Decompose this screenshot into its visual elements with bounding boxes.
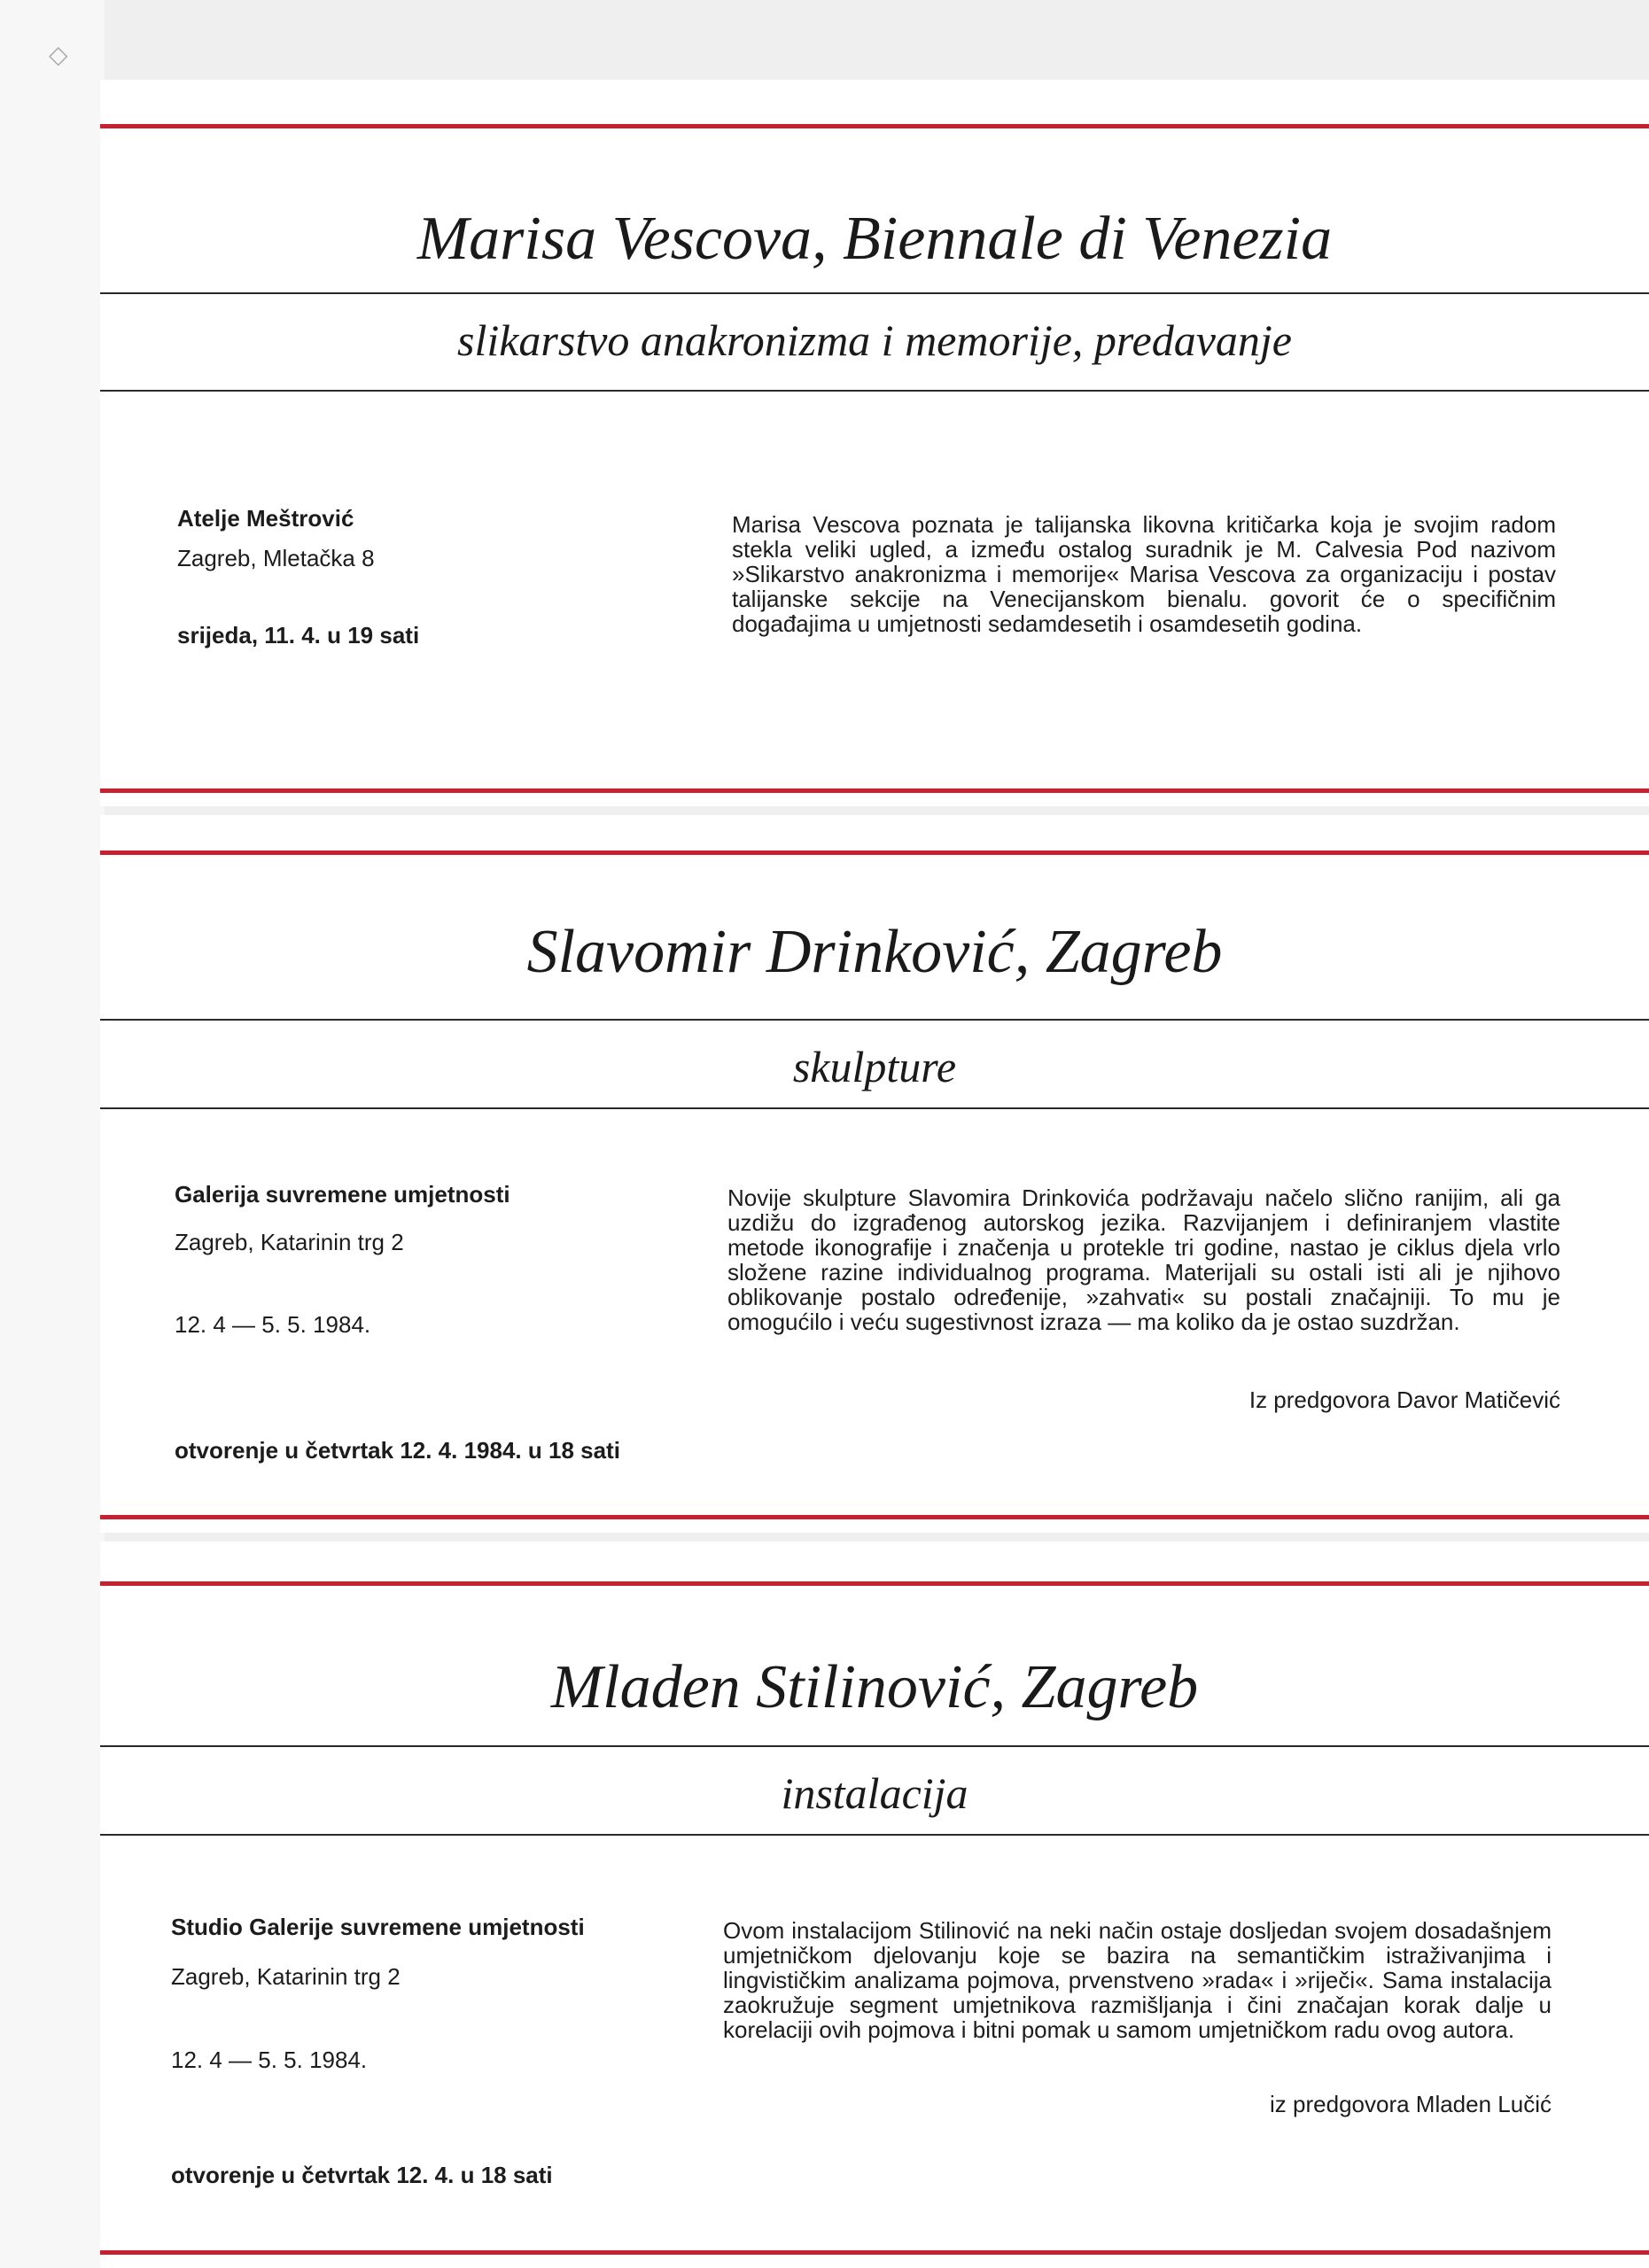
event-title: Mladen Stilinović, Zagreb	[550, 1653, 1199, 1721]
paper-edge	[0, 0, 105, 2268]
venue-name: Atelje Meštrović	[177, 505, 354, 532]
title-divider	[100, 292, 1649, 294]
announcement-card-1	[100, 80, 1649, 806]
red-rule-top	[100, 124, 1649, 128]
venue-name: Galerija suvremene umjetnosti	[175, 1181, 510, 1208]
venue-address: Zagreb, Katarinin trg 2	[171, 1963, 401, 1990]
event-title: Marisa Vescova, Biennale di Venezia	[416, 205, 1333, 273]
red-rule-bottom	[100, 2250, 1649, 2255]
red-rule-bottom	[100, 1515, 1649, 1519]
exhibition-dates: 12. 4 — 5. 5. 1984.	[171, 2047, 368, 2073]
event-subtitle: slikarstvo anakronizma i memorije, predavanje	[457, 315, 1292, 365]
preface-credit: iz predgovora Mladen Lučić	[1270, 2091, 1552, 2117]
title-divider	[100, 1019, 1649, 1021]
venue-name: Studio Galerije suvremene umjetnosti	[171, 1914, 585, 1940]
announcement-card-3	[100, 1542, 1649, 2268]
venue-address: Zagreb, Katarinin trg 2	[175, 1229, 404, 1255]
title-divider	[100, 1745, 1649, 1747]
red-rule-top	[100, 850, 1649, 855]
event-description: Marisa Vescova poznata je talijanska likovna kritičarka koja je svojim radom stekla veliki ugled, a između ostalog suradnik je M. Calvesia Pod nazivom »Slikarstvo anakronizma i memorije« Marisa Vescova za organizaciju i postav talijanske sekcije na Venecijanskom bienalu. govorit će o specifičnim događajima u umjetnosti sedamdesetih i osamdesetih godina.	[732, 511, 1556, 637]
subtitle-divider	[100, 390, 1649, 392]
event-subtitle: skulpture	[792, 1042, 957, 1091]
opening-note: otvorenje u četvrtak 12. 4. u 18 sati	[171, 2162, 553, 2188]
event-description: Ovom instalacijom Stilinović na neki način ostaje dosljedan svojem dosadašnjem umjetničkom djelovanju koje se bazira na semantičkim istraživanjima i lingvističkim analizama pojmova, prvenstveno »rada« i »riječi«. Sama instalacija zaokružuje segment umjetnikova razmišljanja i čini značajan korak dalje u korelaciji ovih pojmova i bitni pomak u samom umjetničkom radu ovog autora.	[723, 1917, 1552, 2043]
exhibition-dates: 12. 4 — 5. 5. 1984.	[175, 1311, 371, 1338]
opening-note: otvorenje u četvrtak 12. 4. 1984. u 18 sati	[175, 1437, 620, 1464]
subtitle-divider	[100, 1834, 1649, 1836]
announcement-card-2	[100, 815, 1649, 1533]
event-subtitle: instalacija	[781, 1768, 968, 1818]
event-title: Slavomir Drinković, Zagreb	[526, 918, 1223, 986]
subtitle-divider	[100, 1107, 1649, 1109]
preface-credit: Iz predgovora Davor Matičević	[1248, 1386, 1560, 1413]
venue-address: Zagreb, Mletačka 8	[177, 545, 375, 571]
red-rule-bottom	[100, 788, 1649, 793]
event-description: Novije skulpture Slavomira Drinkovića podržavaju načelo slično ranijim, ali ga uzdižu do izgrađenog autorskog jezika. Razvijanjem i definiranjem vlastite metode ikonografije i značenja u protekle tri godine, nastao je ciklus djela vrlo složene razine individualnog programa. Materijali su ostali isti ali je njihovo oblikovanje postalo određenije, »zahvati« su postali značajniji. To mu je omogućilo i veću sugestivnost izraza — ma koliko da je ostao suzdržan.	[727, 1184, 1560, 1335]
event-date: srijeda, 11. 4. u 19 sati	[177, 622, 420, 649]
red-rule-top	[100, 1581, 1649, 1586]
paper-clip-mark: ◇	[49, 41, 68, 68]
